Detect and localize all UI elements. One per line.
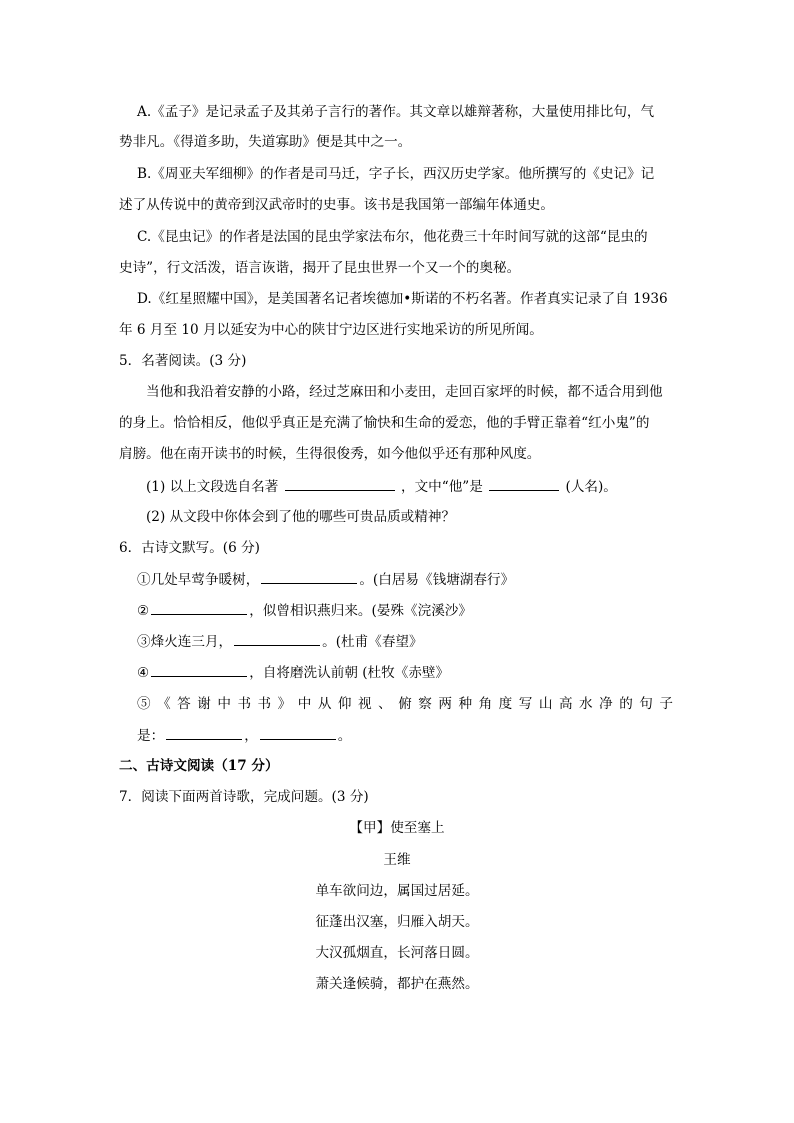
option-b-line1: B.《周亚夫军细柳》的作者是司马迁，字子长，西汉历史学家。他所撰写的《史记》记 bbox=[137, 166, 655, 182]
person-name-blank[interactable] bbox=[489, 476, 559, 491]
q6-item2-text-a: ② bbox=[137, 603, 150, 619]
q6-item3-text-b: 。(杜甫《春望》 bbox=[322, 634, 423, 650]
q6-item4-text-b: ，自将磨洗认前朝 (杜牧《赤壁》 bbox=[249, 665, 450, 681]
q6-item1-blank[interactable] bbox=[261, 569, 357, 584]
q6-item4-blank[interactable] bbox=[151, 662, 247, 677]
q5-sub1 bbox=[146, 476, 617, 497]
q6-item4-text-a: ④ bbox=[137, 665, 150, 681]
q6-item5-text-b: ， bbox=[244, 728, 258, 744]
q6-item2-blank[interactable] bbox=[151, 600, 247, 615]
poem-author: 王维 bbox=[383, 852, 411, 868]
q7-title: 7．阅读下面两首诗歌，完成问题。(3 分) bbox=[119, 789, 369, 805]
option-a-line1: A.《孟子》是记录孟子及其弟子言行的著作。其文章以雄辩著称，大量使用排比句，气 bbox=[137, 104, 655, 120]
q6-item1 bbox=[137, 569, 514, 590]
q6-item3-blank[interactable] bbox=[234, 631, 320, 646]
q6-item4 bbox=[137, 662, 449, 683]
poem-line-2: 征蓬出汉塞，归雁入胡天。 bbox=[315, 914, 479, 930]
q6-item5-text-c: 。 bbox=[337, 728, 352, 744]
q6-item5-blank1[interactable] bbox=[166, 725, 242, 740]
q6-item5-line1: ⑤《答谢中书书》中从仰视、俯察两种角度写山高水净的句子 bbox=[137, 696, 673, 712]
q6-item2 bbox=[137, 600, 472, 621]
q6-item1-text-b: 。(白居易《钱塘湖春行》 bbox=[359, 572, 515, 588]
q6-item5-line2 bbox=[137, 725, 351, 746]
poem-title: 【甲】使至塞上 bbox=[349, 820, 445, 836]
poem-line-3: 大汉孤烟直，长河落日圆。 bbox=[315, 945, 479, 961]
q6-item5-text-a: 是： bbox=[137, 728, 165, 744]
q5-sub1-text-b: ，文中“他”是 bbox=[400, 479, 483, 495]
q5-passage-line3: 肩膀。他在南开读书的时候，生得很俊秀，如今他似乎还有那种风度。 bbox=[119, 446, 541, 462]
q6-item5-blank2[interactable] bbox=[260, 725, 336, 740]
q5-sub1-text-c: (人名)。 bbox=[565, 479, 617, 495]
option-d-line1: D.《红星照耀中国》，是美国著名记者埃德加•斯诺的不朽名著。作者真实记录了自 1936 bbox=[137, 291, 668, 307]
option-a-line2: 势非凡。《得道多助，失道寡助》便是其中之一。 bbox=[119, 134, 412, 150]
q6-title: 6．古诗文默写。(6 分) bbox=[119, 540, 260, 556]
section2-title: 二、古诗文阅读（17 分） bbox=[119, 758, 279, 774]
option-c-line1: C.《昆虫记》的作者是法国的昆虫学家法布尔，他花费三十年时间写就的这部“昆虫的 bbox=[137, 229, 648, 245]
poem-line-4: 萧关逢候骑，都护在燕然。 bbox=[315, 976, 479, 992]
q5-passage-line1: 当他和我沿着安静的小路，经过芝麻田和小麦田，走回百家坪的时候，都不适合用到他 bbox=[146, 384, 663, 400]
q6-item3-text-a: ③烽火连三月， bbox=[137, 634, 233, 650]
option-d-line2: 年 6 月至 10 月以延安为中心的陕甘宁边区进行实地采访的所见所闻。 bbox=[119, 322, 543, 338]
q5-sub1-text-a: (1) 以上文段选自名著 bbox=[146, 479, 279, 495]
book-name-blank[interactable] bbox=[285, 476, 395, 491]
q5-passage-line2: 的身上。恰恰相反，他似乎真正是充满了愉快和生命的爱恋，他的手臂正靠着“红小鬼”的 bbox=[119, 415, 650, 431]
q6-item3 bbox=[137, 631, 423, 652]
q6-item1-text-a: ①几处早莺争暖树， bbox=[137, 572, 260, 588]
poem-line-1: 单车欲问边，属国过居延。 bbox=[315, 883, 479, 899]
option-b-line2: 述了从传说中的黄帝到汉武帝时的史事。该书是我国第一部编年体通史。 bbox=[119, 197, 554, 213]
q5-title: 5．名著阅读。(3 分) bbox=[119, 353, 247, 369]
q6-item2-text-b: ，似曾相识燕归来。(晏殊《浣溪沙》 bbox=[249, 603, 472, 619]
q5-sub2: (2) 从文段中你体会到了他的哪些可贵品质或精神？ bbox=[146, 509, 456, 525]
option-c-line2: 史诗”，行文活泼，语言诙谐，揭开了昆虫世界一个又一个的奥秘。 bbox=[119, 260, 521, 276]
